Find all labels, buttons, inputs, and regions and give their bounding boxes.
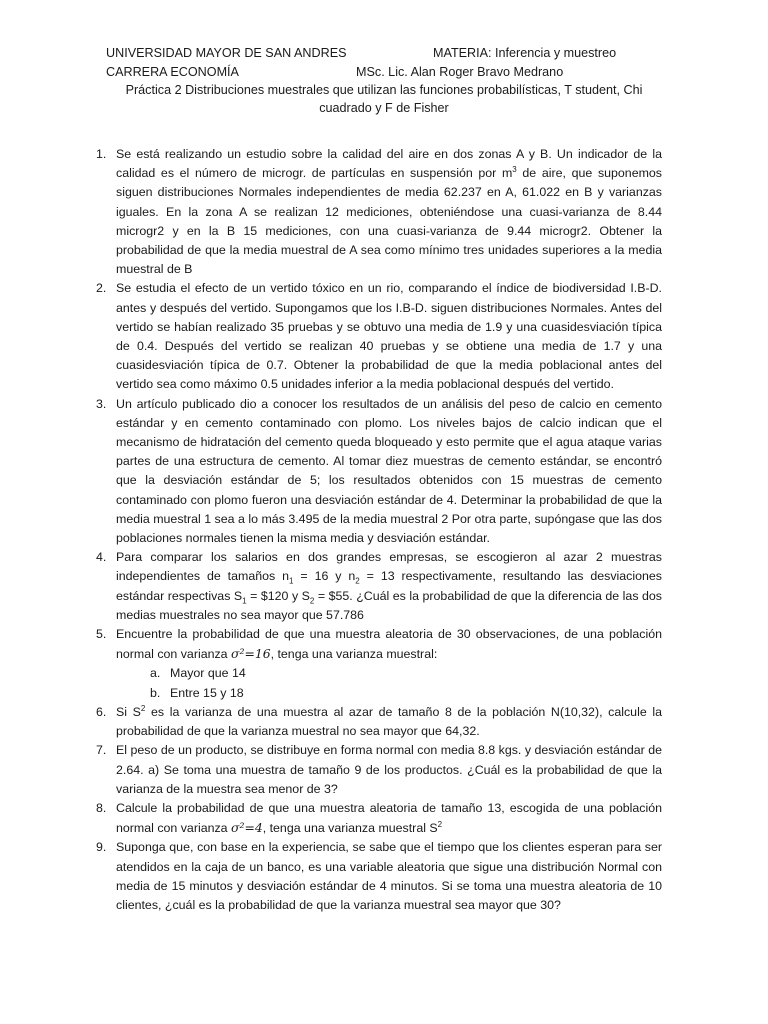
question-text: Para comparar los salarios en dos grandes empresas, se escogieron al azar 2 muestras independientes de tamaños n [116, 550, 662, 584]
question-3 [96, 395, 662, 549]
question-2 [96, 279, 662, 394]
sub-question-label: b. [150, 685, 161, 700]
practice-title-line-2: cuadrado y F de Fisher [319, 101, 449, 115]
question-number: 1. [96, 147, 107, 161]
question-number: 4. [96, 550, 107, 565]
question-number: 6. [96, 704, 107, 719]
sub-question-a [150, 664, 662, 683]
question-text-cont: , tenga una varianza muestral S [262, 821, 438, 836]
question-text-cont: de aire, que suponemos siguen distribuciones Normales independientes de media 62.237 en A, 61.022 en B y varianzas iguales. En la zona A se realizan 12 mediciones, obteniéndose una cuasi-varianza de 8.44 microgr2 y en la B 15 mediciones, con una cuasi-varianza de 9.44 microgr2. Obtener la probabilidad de que la media muestral de A sea como mínimo tres unidades superiores a la media muestral de B [116, 166, 663, 277]
subscript: 1 [289, 576, 294, 586]
sub-question-b [150, 684, 662, 703]
question-text: Un artículo publicado dio a conocer los resultados de un análisis del peso de calcio en cemento estándar y en cemento contaminado con plomo. Los niveles bajos de calcio indican que el mecanismo de hidratación del cemento queda bloqueado y esto permite que el agua ataque varias partes de una estructura de cemento. Al tomar diez muestras de cemento estándar, se encontró que la desviación estándar de 5; los resultados obtenidos con 15 muestras de cemento contaminado con plomo fueron una desviación estándar de 4. Determinar la probabilidad de que la media muestral 1 sea a lo más 3.495 de la media muestral 2 Por otra parte, supóngase que las dos poblaciones normales tienen la misma media y desviación estándar. [116, 396, 662, 546]
question-text: Encuentre la probabilidad de que una muestra aleatoria de 30 observaciones, de una población normal con varianza [116, 627, 662, 662]
question-number: 8. [96, 800, 107, 815]
subscript: 2 [309, 596, 315, 606]
teacher-name: MSc. Lic. Alan Roger Bravo Medrano [356, 65, 564, 79]
subscript: 1 [242, 596, 247, 606]
question-1 [96, 145, 662, 279]
question-6 [96, 703, 662, 741]
subscript: 2 [355, 576, 360, 586]
variance-formula: σ²=16 [231, 646, 271, 662]
question-number: 2. [96, 281, 107, 296]
sub-question-label: a. [150, 666, 161, 681]
practice-title-line-1: Práctica 2 Distribuciones muestrales que utilizan las funciones probabilísticas, T student, Chi [125, 83, 643, 97]
variance-formula: σ²=4 [231, 820, 263, 836]
question-list [96, 145, 662, 915]
question-7 [96, 741, 662, 799]
superscript: 2 [140, 703, 146, 713]
question-text: Suponga que, con base en la experiencia, se sabe que el tiempo que los clientes esperan para ser atendidos en la caja de un banco, es una variable aleatoria que sigue una distribución Normal con media de 15 minutos y desviación estándar de 4 minutos. Si se toma una muestra aleatoria de 10 clientes, ¿cuál es la probabilidad de que la varianza muestral sea mayor que 30? [116, 840, 662, 912]
sub-question-list [116, 664, 662, 702]
question-text: Se estudia el efecto de un vertido tóxico en un rio, comparando el índice de biodiversidad I.B-D. antes y después del vertido. Supongamos que los I.B-D. siguen distribuciones Normales. Antes del vertido se habían realizado 35 pruebas y se obtuvo una media de 1.9 y una cuasidesviación típica de 0.4. Después del vertido se realizan 40 pruebas y se obtiene una media de 1.7 y una cuasidesviación típica de 0.7. Obtener la probabilidad de que la media poblacional antes del vertido sea como máximo 0.5 unidades inferior a la media poblacional después del vertido. [116, 281, 662, 392]
question-text: Calcule la probabilidad de que una muestra aleatoria de tamaño 13, escogida de una población normal con varianza [116, 800, 662, 836]
question-text-cont: = $55. ¿Cuál es la probabilidad de que la diferencia de las dos medias muestrales no sea mayor que 57.786 [116, 588, 662, 622]
question-number: 3. [96, 396, 107, 411]
question-5 [96, 625, 662, 703]
superscript: 2 [437, 819, 443, 829]
question-text-cont: es la varianza de una muestra al azar de tamaño 8 de la población N(10,32), calcule la probabilidad de que la varianza muestral no sea mayor que 64,32. [116, 704, 662, 739]
question-text-cont: = 16 y n [293, 569, 356, 584]
career-name: CARRERA ECONOMÍA [106, 65, 239, 79]
question-number: 9. [96, 840, 107, 855]
question-number: 7. [96, 743, 107, 758]
superscript: 3 [512, 165, 517, 175]
question-text-cont: , tenga una varianza muestral: [270, 647, 438, 662]
question-4 [96, 548, 662, 625]
question-text-cont: = 13 respectivamente, resultando las desviaciones estándar respectivas S [116, 569, 662, 603]
question-text-cont: = $120 y S [246, 588, 310, 603]
question-text: El peso de un producto, se distribuye en forma normal con media 8.8 kgs. y desviación estándar de 2.64. a) Se toma una muestra de tamaño 9 de los productos. ¿Cuál es la probabilidad de que la varianza de la muestra sea menor de 3? [116, 743, 662, 796]
question-text: Se está realizando un estudio sobre la calidad del aire en dos zonas A y B. Un indicador de la calidad es el número de microgr. de partículas en suspensión por m [116, 147, 662, 181]
question-number: 5. [96, 627, 107, 642]
question-text: Si S [116, 704, 141, 719]
sub-question-text: Mayor que 14 [170, 666, 246, 681]
question-9 [96, 838, 662, 915]
sub-question-text: Entre 15 y 18 [170, 685, 244, 700]
question-8 [96, 799, 662, 838]
university-name: UNIVERSIDAD MAYOR DE SAN ANDRES [106, 46, 347, 60]
subject-name: MATERIA: Inferencia y muestreo [433, 46, 617, 60]
